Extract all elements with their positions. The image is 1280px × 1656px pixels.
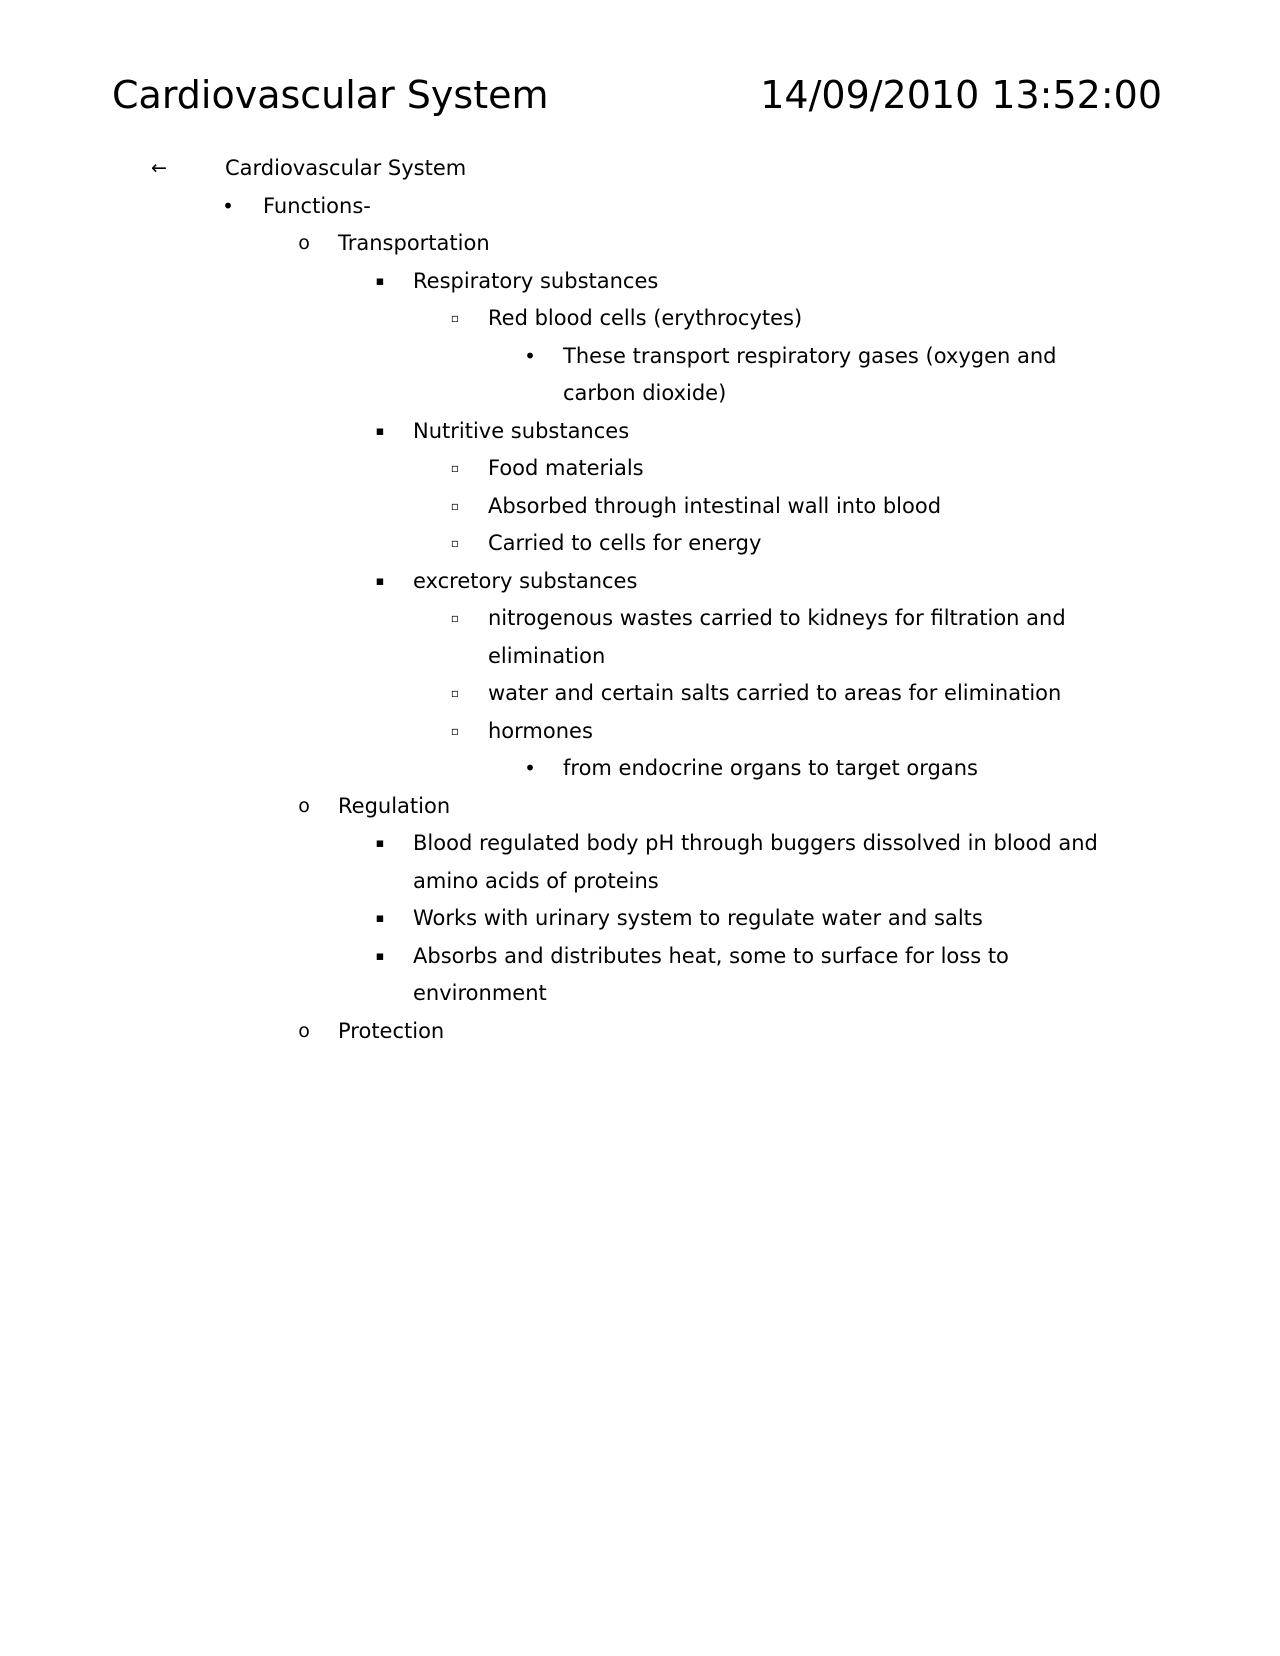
outline-item-text: Functions- [263, 193, 371, 218]
document-header [112, 70, 1162, 120]
outline-item [0, 488, 1280, 526]
outline-item [0, 675, 1280, 713]
outline-item-text: Works with urinary system to regulate water and salts [413, 906, 983, 930]
outline-item-text: Regulation [338, 793, 451, 818]
bullet-open-square-icon: ▫ [450, 611, 460, 625]
outline-item-text: Blood regulated body pH through buggers dissolved in blood and amino acids of proteins [413, 831, 1098, 893]
bullet-open-square-icon: ▫ [450, 686, 460, 700]
outline-item [0, 450, 1280, 488]
bullet-open-square-icon: ▫ [450, 461, 460, 475]
outline-item-text: Absorbed through intestinal wall into blood [488, 493, 942, 518]
outline-item-text: Nutritive substances [413, 418, 630, 443]
outline-item [0, 750, 1280, 788]
outline-item-text: These transport respiratory gases (oxygen and carbon dioxide) [563, 343, 1057, 405]
bullet-open-square-icon: ▫ [450, 498, 460, 513]
outline-item [0, 825, 1280, 900]
document-datetime: 14/09/2010 13:52:00 [760, 73, 1162, 117]
outline-item [0, 563, 1280, 601]
outline-item-text: Protection [338, 1018, 445, 1043]
bullet-open-square-icon: ▫ [450, 723, 460, 738]
bullet-square-icon: ▪ [375, 836, 385, 851]
outline-item [0, 900, 1280, 938]
outline-item-text: water and certain salts carried to areas for elimination [488, 681, 1062, 705]
outline-item [0, 788, 1280, 826]
bullet-square-icon: ▪ [375, 573, 385, 589]
bullet-open-square-icon: ▫ [450, 311, 460, 325]
bullet-square-icon: ▪ [375, 911, 385, 926]
outline-item [0, 188, 1280, 226]
outline-item [0, 225, 1280, 263]
outline-item-text: Red blood cells (erythrocytes) [488, 306, 803, 330]
bullet-circle-icon: o [298, 1019, 310, 1042]
outline-list [0, 150, 1280, 1050]
bullet-open-square-icon: ▫ [450, 536, 460, 550]
outline-item-text: from endocrine organs to target organs [563, 756, 978, 780]
outline-item [0, 300, 1280, 338]
outline-item-text: nitrogenous wastes carried to kidneys for filtration and elimination [488, 606, 1066, 668]
outline-item-text: Food materials [488, 456, 644, 480]
bullet-circle-icon: o [298, 794, 310, 817]
bullet-disc-icon: • [524, 343, 536, 368]
outline-item-text: Absorbs and distributes heat, some to surface for loss to environment [413, 943, 1009, 1005]
outline-item [0, 338, 1280, 413]
outline-item-text: Respiratory substances [413, 268, 659, 293]
document-title: Cardiovascular System [112, 73, 549, 117]
outline-item-text: Cardiovascular System [225, 156, 467, 180]
outline-item [0, 525, 1280, 563]
bullet-disc-icon: • [222, 193, 234, 218]
arrow-left-icon: ← [151, 157, 167, 179]
bullet-square-icon: ▪ [375, 948, 385, 964]
outline-item [0, 1013, 1280, 1051]
bullet-square-icon: ▪ [375, 273, 385, 289]
outline-item [0, 938, 1280, 1013]
outline-item [0, 413, 1280, 451]
bullet-circle-icon: o [298, 232, 310, 254]
bullet-square-icon: ▪ [375, 423, 385, 439]
outline-item-text: Transportation [338, 231, 490, 255]
outline-item-text: hormones [488, 718, 593, 743]
bullet-disc-icon: • [524, 756, 536, 780]
outline-item [0, 150, 1280, 188]
outline-item-text: excretory substances [413, 568, 638, 593]
outline-item [0, 600, 1280, 675]
outline-item [0, 263, 1280, 301]
outline-item [0, 713, 1280, 751]
outline-item-text: Carried to cells for energy [488, 531, 762, 555]
